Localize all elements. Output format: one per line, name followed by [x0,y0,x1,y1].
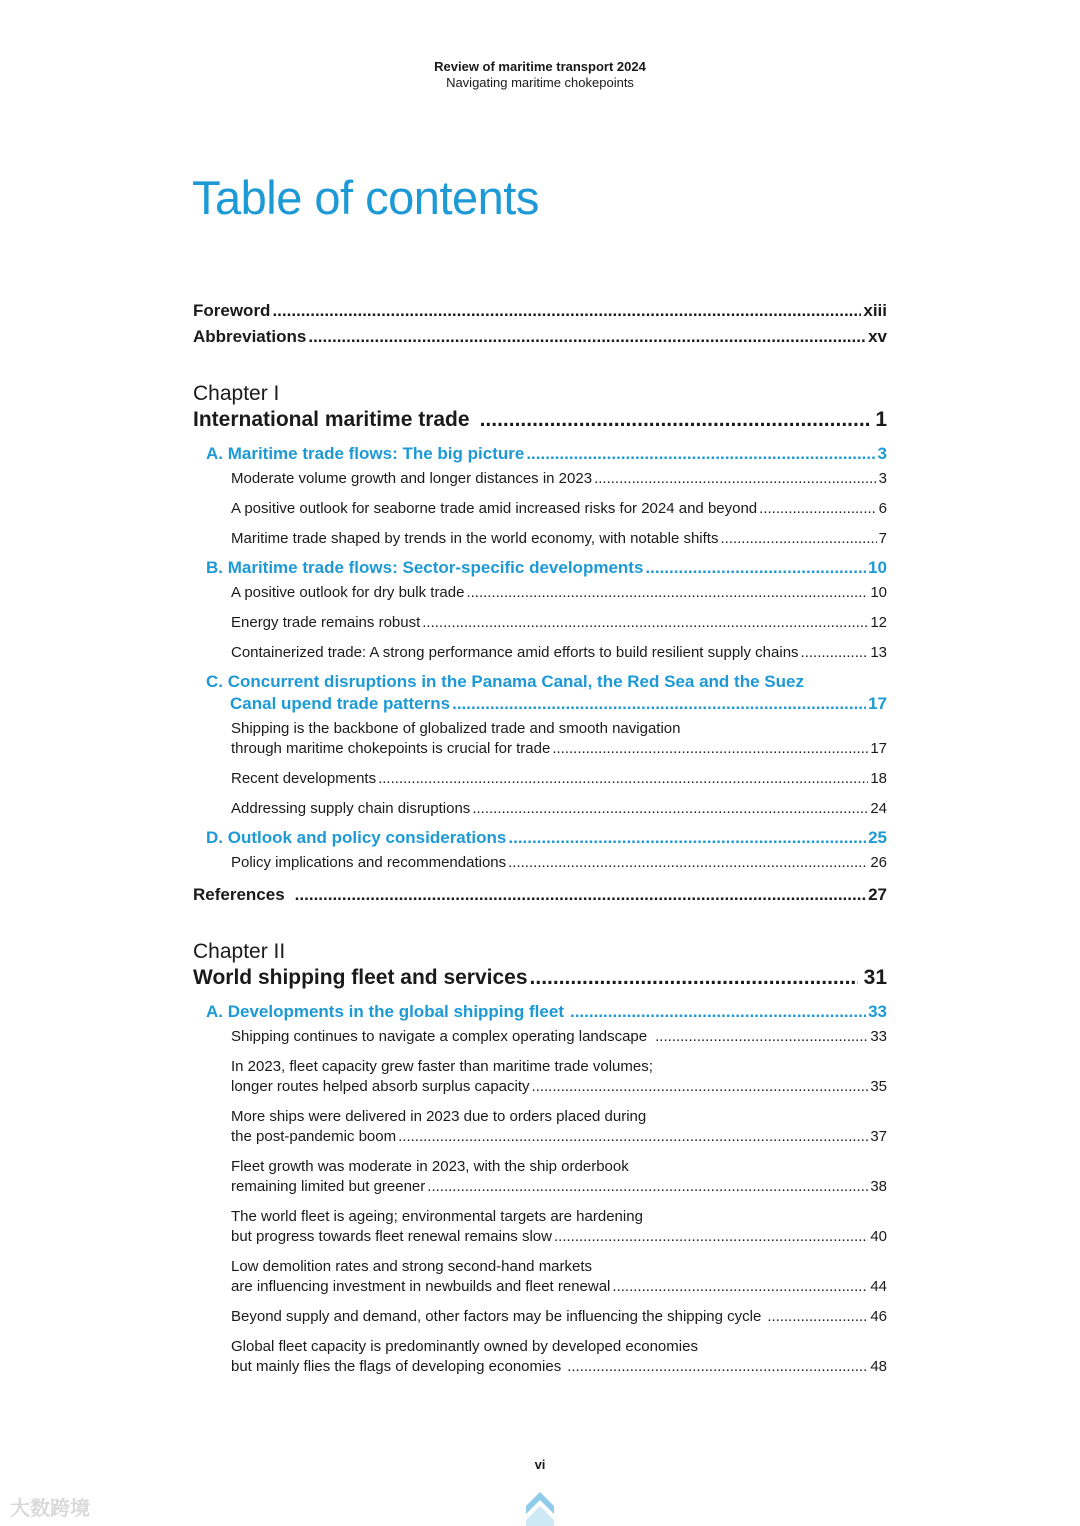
table-of-contents [193,300,887,1377]
toc-entry-subsection[interactable]: Beyond supply and demand, other factors may be influencing the shipping cycle ..... 46 [193,1307,887,1327]
chevron-up-icon [522,1484,558,1526]
toc-entry-subsection[interactable]: Policy implications and recommendations ..... 26 [193,853,887,873]
toc-entry-section[interactable]: D. Outlook and policy considerations ..... 25 [193,827,887,849]
page-number: vi [534,1457,546,1472]
toc-entry-subsection[interactable]: The world fleet is ageing; environmental targets are hardening but progress towards fleet renewal remains slow ..... 40 [193,1207,887,1247]
toc-entry-references[interactable]: References ..... 27 [193,884,887,906]
toc-entry-subsection[interactable]: More ships were delivered in 2023 due to orders placed during the post-pandemic boom ..... 37 [193,1107,887,1147]
toc-entry-subsection[interactable]: Energy trade remains robust ..... 12 [193,613,887,633]
page-title: Table of contents [192,171,539,224]
toc-entry-chapter-title[interactable]: International maritime trade ..... 1 [193,407,887,433]
toc-entry-section[interactable]: A. Developments in the global shipping fleet ..... 33 [193,1001,887,1023]
toc-entry-abbreviations[interactable]: Abbreviations ..... xv [193,326,887,348]
toc-entry-subsection[interactable]: Shipping is the backbone of globalized trade and smooth navigation through maritime chokepoints is crucial for trade ..... 17 [193,719,887,759]
watermark-logo: 大数跨境 [10,1498,90,1520]
toc-entry-subsection[interactable]: Maritime trade shaped by trends in the world economy, with notable shifts ..... 7 [193,529,887,549]
toc-entry-subsection[interactable]: A positive outlook for seaborne trade amid increased risks for 2024 and beyond ..... 6 [193,499,887,519]
toc-entry-subsection[interactable]: Recent developments ..... 18 [193,769,887,789]
toc-entry-subsection[interactable]: Containerized trade: A strong performance amid efforts to build resilient supply chains ..... 13 [193,643,887,663]
toc-entry-subsection[interactable]: Low demolition rates and strong second-hand markets are influencing investment in newbuilds and fleet renewal ..... 44 [193,1257,887,1297]
toc-entry-section[interactable]: B. Maritime trade flows: Sector-specific developments ..... 10 [193,557,887,579]
toc-entry-subsection[interactable]: Global fleet capacity is predominantly owned by developed economies but mainly flies the flags of developing economies ..... 48 [193,1337,887,1377]
running-header [0,59,1080,91]
report-subtitle: Navigating maritime chokepoints [446,75,634,90]
toc-entry-chapter-title[interactable]: World shipping fleet and services ..... 31 [193,965,887,991]
chapter-label: Chapter I [193,382,280,405]
toc-entry-subsection[interactable]: Fleet growth was moderate in 2023, with the ship orderbook remaining limited but greener ..... 38 [193,1157,887,1197]
toc-entry-subsection[interactable]: Moderate volume growth and longer distances in 2023 ..... 3 [193,469,887,489]
chapter-label: Chapter II [193,940,286,963]
toc-entry-section[interactable]: A. Maritime trade flows: The big picture ..... 3 [193,443,887,465]
toc-entry-subsection[interactable]: Addressing supply chain disruptions ..... 24 [193,799,887,819]
toc-entry-subsection[interactable]: A positive outlook for dry bulk trade ..... 10 [193,583,887,603]
toc-entry-section[interactable]: C. Concurrent disruptions in the Panama Canal, the Red Sea and the Suez Canal upend trade patterns ..... 17 [193,671,887,715]
toc-entry-subsection[interactable]: In 2023, fleet capacity grew faster than maritime trade volumes; longer routes helped absorb surplus capacity ..... 35 [193,1057,887,1097]
report-title: Review of maritime transport 2024 [434,59,646,74]
toc-entry-subsection[interactable]: Shipping continues to navigate a complex operating landscape ..... 33 [193,1027,887,1047]
toc-entry-foreword[interactable]: Foreword ..... xiii [193,300,887,322]
